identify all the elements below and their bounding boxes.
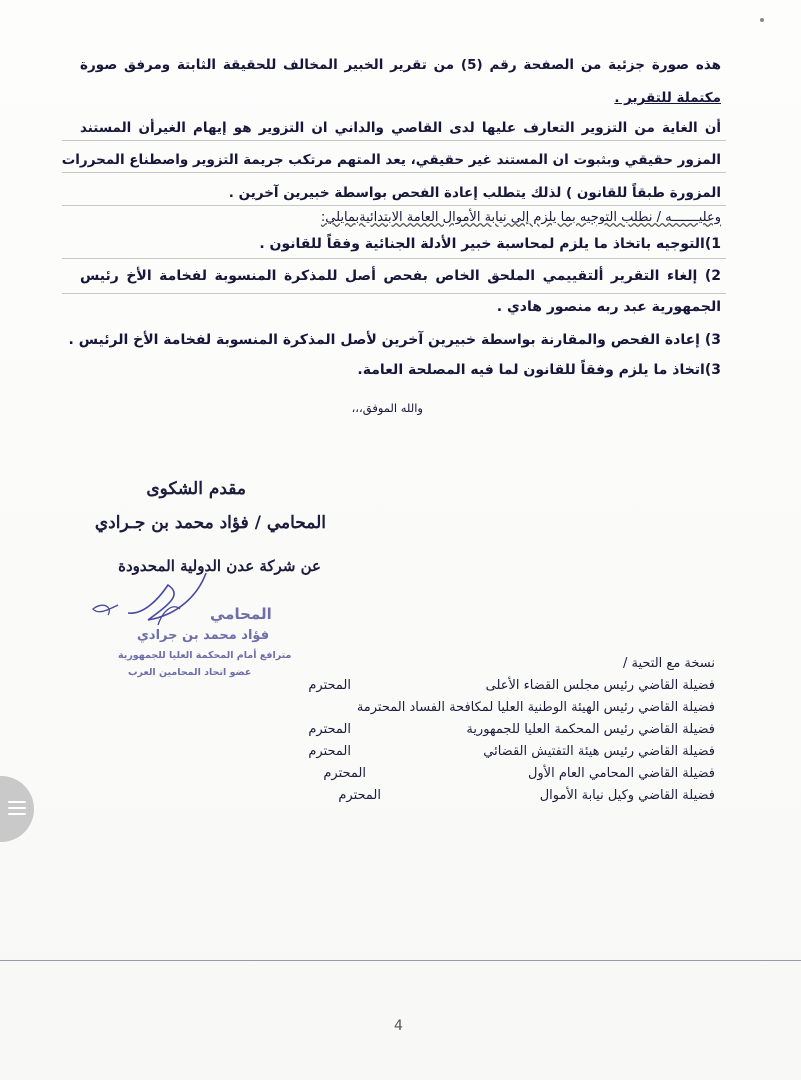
stamp-line-3: مترافع أمام المحكمة العليا للجمهورية bbox=[118, 650, 292, 661]
signature-lawyer: المحامي / فؤاد محمد بن جـرادي bbox=[94, 513, 326, 533]
signature-company: عن شركة عدن الدولية المحدودة bbox=[118, 557, 321, 575]
body-line-4: المزور حقيقي وبثبوت ان المستند غير حقيقي، يعد المتهم مرتكب جريمة التزوير واصطناع المحررات bbox=[61, 152, 721, 168]
request-item-4: 3)اتخاذ ما يلزم وفقاً للقانون لما فيه المصلحة العامة. bbox=[357, 362, 721, 378]
request-item-1: 1)التوجيه باتخاذ ما يلزم لمحاسبة خبير الأدلة الجنائية وفقاً للقانون . bbox=[259, 236, 721, 252]
copy-honorific: المحترم bbox=[308, 744, 351, 759]
page-number: 4 bbox=[394, 1018, 403, 1034]
copy-recipient: فضيلة القاضي رئيس المحكمة العليا للجمهورية bbox=[466, 722, 715, 737]
side-drawer-handle[interactable] bbox=[0, 776, 34, 842]
request-item-2-cont: الجمهورية عبد ربه منصور هادي . bbox=[496, 299, 721, 315]
request-item-3: 3) إعادة الفحص والمقارنة بواسطة خبيرين آخرين لأصل المذكرة المنسوبة لفخامة الأخ الرئيس . bbox=[68, 332, 721, 348]
copy-recipient: فضيلة القاضي رئيس مجلس القضاء الأعلى bbox=[485, 678, 715, 693]
request-item-2: 2) إلغاء التقرير ألتقييمي الملحق الخاص بفحص أصل للمذكرة المنسوبة لفخامة الأخ رئيس bbox=[80, 268, 721, 284]
body-line-1: هذه صورة جزئية من الصفحة رقم (5) من تقرير الخبير المخالف للحقيقة الثابتة ومرفق صورة bbox=[80, 57, 721, 73]
copy-honorific: المحترم bbox=[308, 722, 351, 737]
ruled-line bbox=[62, 140, 726, 141]
stamp-line-2: فؤاد محمد بن جرادي bbox=[137, 628, 270, 643]
ruled-line bbox=[62, 258, 726, 259]
request-heading: وعليـــــــه / نطلب التوجيه بما يلزم إلى نيابة الأموال العامة الابتدائيةبمايلي: bbox=[320, 210, 721, 225]
ruled-line bbox=[62, 293, 726, 294]
stamp-line-4: عضو اتحاد المحامين العرب bbox=[128, 667, 252, 678]
copy-recipient: فضيلة القاضي رئيس الهيئة الوطنية العليا لمكافحة الفساد المحترمة bbox=[356, 700, 715, 715]
menu-icon bbox=[8, 801, 26, 803]
body-line-3: أن الغاية من التزوير التعارف عليها لدى القاصي والداني ان التزوير هو إيهام الغيرأن المستند bbox=[80, 120, 721, 136]
copy-honorific: المحترم bbox=[308, 678, 351, 693]
copy-recipient: فضيلة القاضي رئيس هيئة التفتيش القضائي bbox=[483, 744, 715, 759]
lawyer-stamp bbox=[100, 575, 330, 695]
copy-recipient: فضيلة القاضي وكيل نيابة الأموال bbox=[539, 788, 715, 803]
closing-phrase: والله الموفق،،، bbox=[351, 401, 423, 415]
stamp-line-1: المحامي bbox=[210, 605, 272, 623]
menu-icon bbox=[8, 813, 26, 815]
ruled-line bbox=[62, 205, 726, 206]
signature-title: مقدم الشكوى bbox=[146, 479, 246, 499]
menu-icon bbox=[8, 807, 26, 809]
copies-heading: نسخة مع التحية / bbox=[622, 656, 715, 671]
body-line-5: المزورة طبقاً للقانون ) لذلك يتطلب إعادة الفحص بواسطة خبيرين آخرين . bbox=[228, 185, 721, 201]
footer-divider bbox=[0, 960, 801, 961]
body-line-2: مكتملة للتقرير . bbox=[614, 90, 721, 106]
copy-honorific: المحترم bbox=[323, 766, 366, 781]
ruled-line bbox=[62, 172, 726, 173]
copy-honorific: المحترم bbox=[338, 788, 381, 803]
scan-speck bbox=[760, 18, 764, 22]
copy-recipient: فضيلة القاضي المحامي العام الأول bbox=[527, 766, 715, 781]
